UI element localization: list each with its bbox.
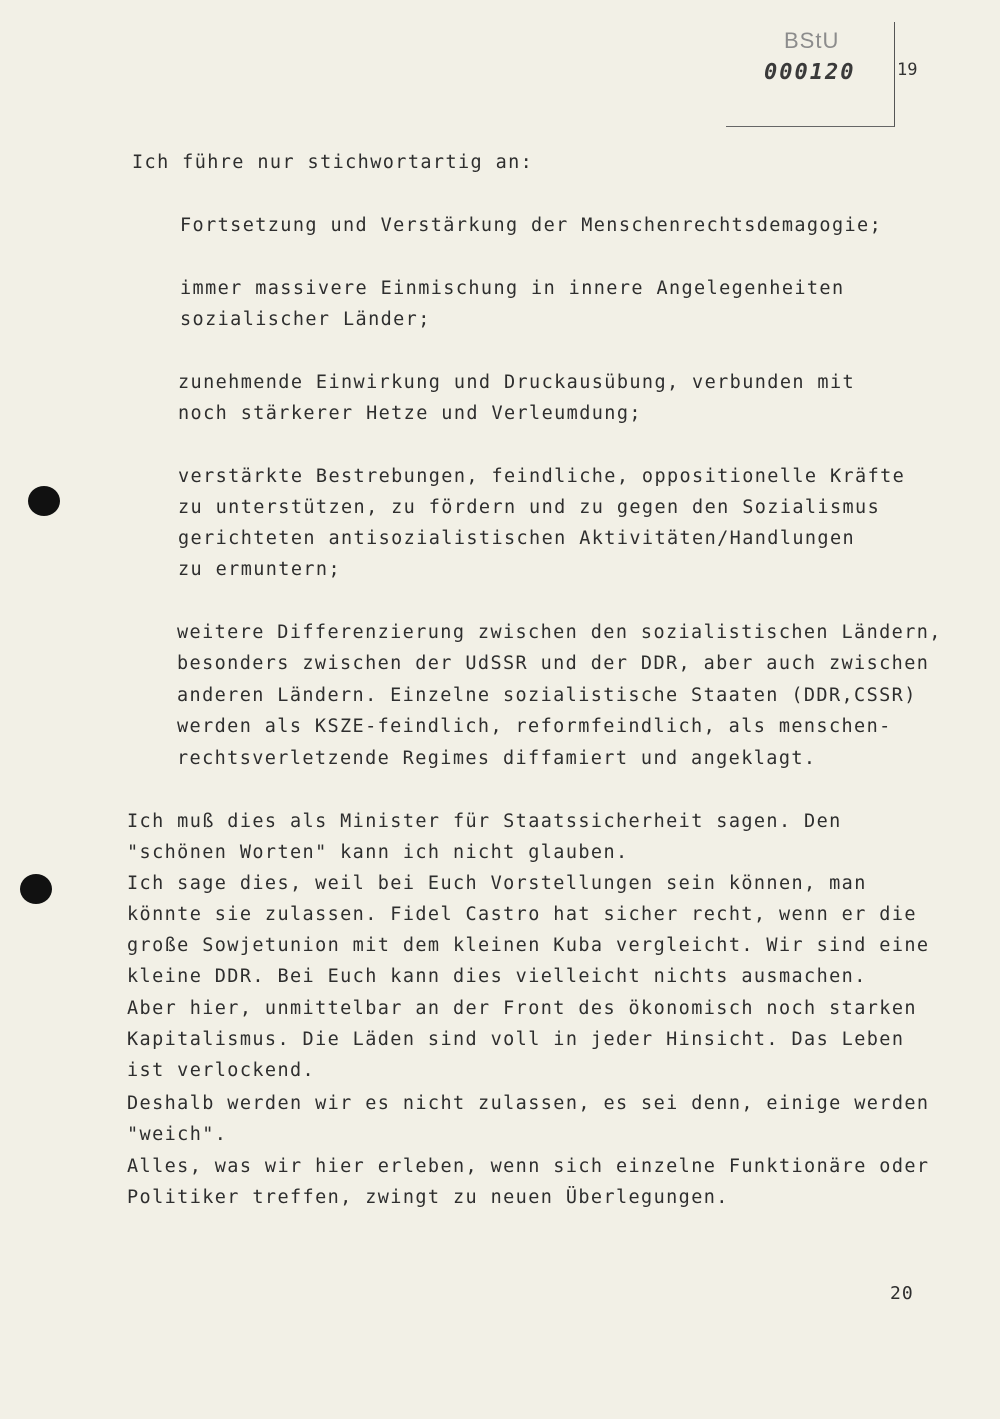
archive-page-number: 19: [897, 60, 918, 80]
bullet-2-line: immer massivere Einmischung in innere Angelegenheiten: [180, 278, 845, 299]
punch-hole-top: [28, 486, 60, 516]
bullet-4-line: verstärkte Bestrebungen, feindliche, oppositionelle Kräfte: [178, 466, 906, 487]
body-line: Ich muß dies als Minister für Staatssicherheit sagen. Den: [127, 811, 842, 832]
body-line: Ich sage dies, weil bei Euch Vorstellungen sein können, man: [127, 873, 867, 894]
body-line: "schönen Worten" kann ich nicht glauben.: [127, 842, 629, 863]
body-line: große Sowjetunion mit dem kleinen Kuba vergleicht. Wir sind eine: [127, 935, 930, 956]
bullet-3-line: zunehmende Einwirkung und Druckausübung, verbunden mit: [178, 372, 856, 393]
intro-line: Ich führe nur stichwortartig an:: [132, 152, 534, 173]
body-line: Alles, was wir hier erleben, wenn sich einzelne Funktionäre oder: [127, 1156, 930, 1177]
bullet-5-line: weitere Differenzierung zwischen den sozialistischen Ländern,: [177, 622, 942, 643]
stamp-number: 000120: [764, 60, 856, 85]
bullet-3-line: noch stärkerer Hetze und Verleumdung;: [178, 403, 642, 424]
bullet-5-line: rechtsverletzende Regimes diffamiert und angeklagt.: [177, 748, 817, 769]
body-line: kleine DDR. Bei Euch kann dies vielleicht nichts ausmachen.: [127, 966, 867, 987]
bullet-4-line: zu ermuntern;: [178, 559, 341, 580]
bullet-2-line: sozialischer Länder;: [180, 309, 431, 330]
page-number: 20: [890, 1283, 914, 1304]
bullet-5-line: werden als KSZE-feindlich, reformfeindlich, als menschen-: [177, 716, 892, 737]
bullet-5-line: anderen Ländern. Einzelne sozialistische Staaten (DDR,CSSR): [177, 685, 917, 706]
bullet-4-line: gerichteten antisozialistischen Aktivitäten/Handlungen: [178, 528, 856, 549]
body-line: Aber hier, unmittelbar an der Front des ökonomisch noch starken: [127, 998, 917, 1019]
punch-hole-bottom: [20, 874, 52, 904]
bullet-4-line: zu unterstützen, zu fördern und zu gegen den Sozialismus: [178, 497, 881, 518]
bullet-5-line: besonders zwischen der UdSSR und der DDR, aber auch zwischen: [177, 653, 930, 674]
body-line: Politiker treffen, zwingt zu neuen Überlegungen.: [127, 1187, 729, 1208]
body-line: Kapitalismus. Die Läden sind voll in jeder Hinsicht. Das Leben: [127, 1029, 905, 1050]
stamp-org: BStU: [784, 28, 840, 53]
body-line: Deshalb werden wir es nicht zulassen, es sei denn, einige werden: [127, 1093, 930, 1114]
body-line: könnte sie zulassen. Fidel Castro hat sicher recht, wenn er die: [127, 904, 917, 925]
body-line: ist verlockend.: [127, 1060, 316, 1081]
archive-stamp: [726, 22, 895, 127]
bullet-1-line: Fortsetzung und Verstärkung der Menschenrechtsdemagogie;: [180, 215, 883, 236]
body-line: "weich".: [127, 1124, 228, 1145]
